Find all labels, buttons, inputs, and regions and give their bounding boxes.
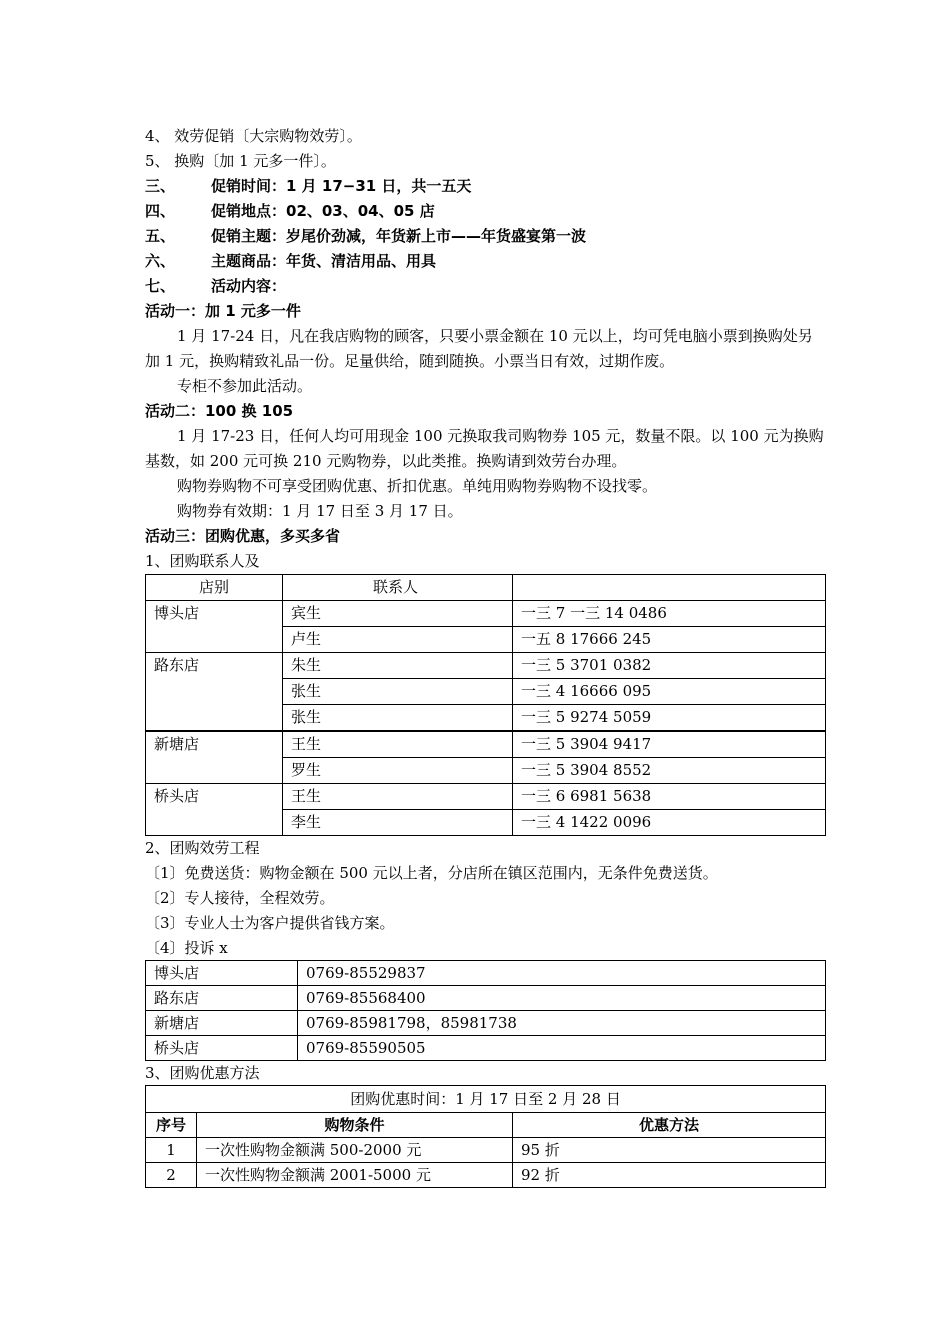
activity-2-note: 购物券购物不可享受团购优惠、折扣优惠。单纯用购物券购物不设找零。: [177, 477, 658, 495]
row-number-cell: 2: [146, 1163, 197, 1188]
section-number: 五、: [145, 227, 176, 245]
section-5: [145, 224, 825, 249]
document-content: [145, 124, 825, 1188]
contact-name-cell: 罗生: [283, 758, 513, 784]
store-name-cell: 桥头店: [146, 784, 283, 836]
activity-2-validity: 购物券有效期：1 月 17 日至 3 月 17 日。: [177, 502, 463, 520]
service-item: 〔2〕专人接待，全程效劳。: [145, 889, 335, 907]
phone-cell: 0769-85568400: [298, 986, 826, 1011]
table-row: [146, 731, 826, 758]
discount-cell: 95 折: [513, 1138, 826, 1163]
section-text: 促销地点：02、03、04、05 店: [211, 202, 435, 220]
list-item-4: 4、 效劳促销〔大宗购物效劳〕。: [145, 127, 362, 145]
contacts-table: [145, 574, 826, 836]
subsection-contacts-title: 1、团购联系人及: [145, 552, 260, 570]
section-4: [145, 199, 825, 224]
contact-phone-cell: 一三 7 一三 14 0486: [513, 601, 826, 627]
table-row: [146, 1036, 826, 1061]
phone-cell: 0769-85529837: [298, 961, 826, 986]
list-item-5: 5、 换购〔加 1 元多一件〕。: [145, 152, 336, 170]
table-header-cell: [513, 575, 826, 601]
store-name-cell: 桥头店: [146, 1036, 298, 1061]
contact-name-cell: 张生: [283, 705, 513, 732]
contact-phone-cell: 一三 6 6981 5638: [513, 784, 826, 810]
table-row: [146, 653, 826, 679]
activity-1-paragraph: 1 月 17-24 日，凡在我店购物的顾客，只要小票金额在 10 元以上，均可凭电脑小票到换购处另加 1 元，换购精致礼品一份。足量供给，随到随换。小票当日有效，过期作废。: [145, 327, 813, 370]
store-name-cell: 新塘店: [146, 1011, 298, 1036]
contact-phone-cell: 一三 5 3701 0382: [513, 653, 826, 679]
store-name-cell: 路东店: [146, 986, 298, 1011]
table-row: [146, 986, 826, 1011]
service-item: 〔3〕专业人士为客户提供省钱方案。: [145, 914, 395, 932]
contact-name-cell: 卢生: [283, 627, 513, 653]
section-text: 主题商品：年货、清洁用品、用具: [211, 252, 437, 270]
contact-phone-cell: 一三 5 9274 5059: [513, 705, 826, 732]
contact-phone-cell: 一三 5 3904 8552: [513, 758, 826, 784]
phone-cell: 0769-85981798，85981738: [298, 1011, 826, 1036]
table-row: [146, 1011, 826, 1036]
section-3: [145, 174, 825, 199]
contact-name-cell: 王生: [283, 731, 513, 758]
contact-phone-cell: 一三 5 3904 9417: [513, 731, 826, 758]
section-text: 促销主题：岁尾价劲减，年货新上市——年货盛宴第一波: [211, 227, 587, 245]
table-row: [146, 1138, 826, 1163]
service-item: 〔4〕投诉 x: [145, 939, 228, 957]
contact-phone-cell: 一五 8 17666 245: [513, 627, 826, 653]
subsection-discount-title: 3、团购优惠方法: [145, 1064, 260, 1082]
section-number: 七、: [145, 277, 176, 295]
table-row: [146, 961, 826, 986]
table-header-row: [146, 575, 826, 601]
discount-table: [145, 1085, 826, 1188]
activity-2-paragraph: 1 月 17-23 日，任何人均可用现金 100 元换取我司购物券 105 元，数量不限。以 100 元为换购基数，如 200 元可换 210 元购物券，以此类推。换购请到效劳台办理。: [145, 427, 824, 470]
table-header-row: [146, 1113, 826, 1138]
activity-1-note: 专柜不参加此活动。: [177, 377, 313, 395]
row-number-cell: 1: [146, 1138, 197, 1163]
activity-1-title: 活动一：加 1 元多一件: [145, 302, 301, 320]
table-header-cell: 序号: [146, 1113, 197, 1138]
store-name-cell: 博头店: [146, 961, 298, 986]
contact-name-cell: 宾生: [283, 601, 513, 627]
table-row: [146, 1163, 826, 1188]
table-header-cell: 优惠方法: [513, 1113, 826, 1138]
discount-period-caption: 团购优惠时间：1 月 17 日至 2 月 28 日: [146, 1086, 826, 1113]
table-row: [146, 601, 826, 627]
subsection-services-title: 2、团购效劳工程: [145, 839, 260, 857]
section-7: [145, 274, 825, 299]
section-number: 三、: [145, 177, 176, 195]
table-header-cell: 店别: [146, 575, 283, 601]
table-header-cell: 联系人: [283, 575, 513, 601]
section-number: 六、: [145, 252, 176, 270]
activity-2-title: 活动二：100 换 105: [145, 402, 294, 420]
contact-name-cell: 王生: [283, 784, 513, 810]
table-header-cell: 购物条件: [197, 1113, 513, 1138]
activity-3-title: 活动三：团购优惠，多买多省: [145, 527, 341, 545]
condition-cell: 一次性购物金额满 500-2000 元: [197, 1138, 513, 1163]
section-text: 促销时间：1 月 17−31 日，共一五天: [211, 177, 472, 195]
service-item: 〔1〕免费送货：购物金额在 500 元以上者，分店所在镇区范围内，无条件免费送货。: [145, 864, 718, 882]
store-name-cell: 博头店: [146, 601, 283, 653]
complaints-table: [145, 960, 826, 1061]
condition-cell: 一次性购物金额满 2001-5000 元: [197, 1163, 513, 1188]
contact-name-cell: 张生: [283, 679, 513, 705]
section-6: [145, 249, 825, 274]
contact-name-cell: 朱生: [283, 653, 513, 679]
table-caption-row: [146, 1086, 826, 1113]
contact-name-cell: 李生: [283, 810, 513, 836]
section-number: 四、: [145, 202, 176, 220]
contact-phone-cell: 一三 4 1422 0096: [513, 810, 826, 836]
store-name-cell: 路东店: [146, 653, 283, 732]
section-text: 活动内容：: [211, 277, 287, 295]
store-name-cell: 新塘店: [146, 731, 283, 784]
phone-cell: 0769-85590505: [298, 1036, 826, 1061]
contact-phone-cell: 一三 4 16666 095: [513, 679, 826, 705]
table-row: [146, 784, 826, 810]
discount-cell: 92 折: [513, 1163, 826, 1188]
